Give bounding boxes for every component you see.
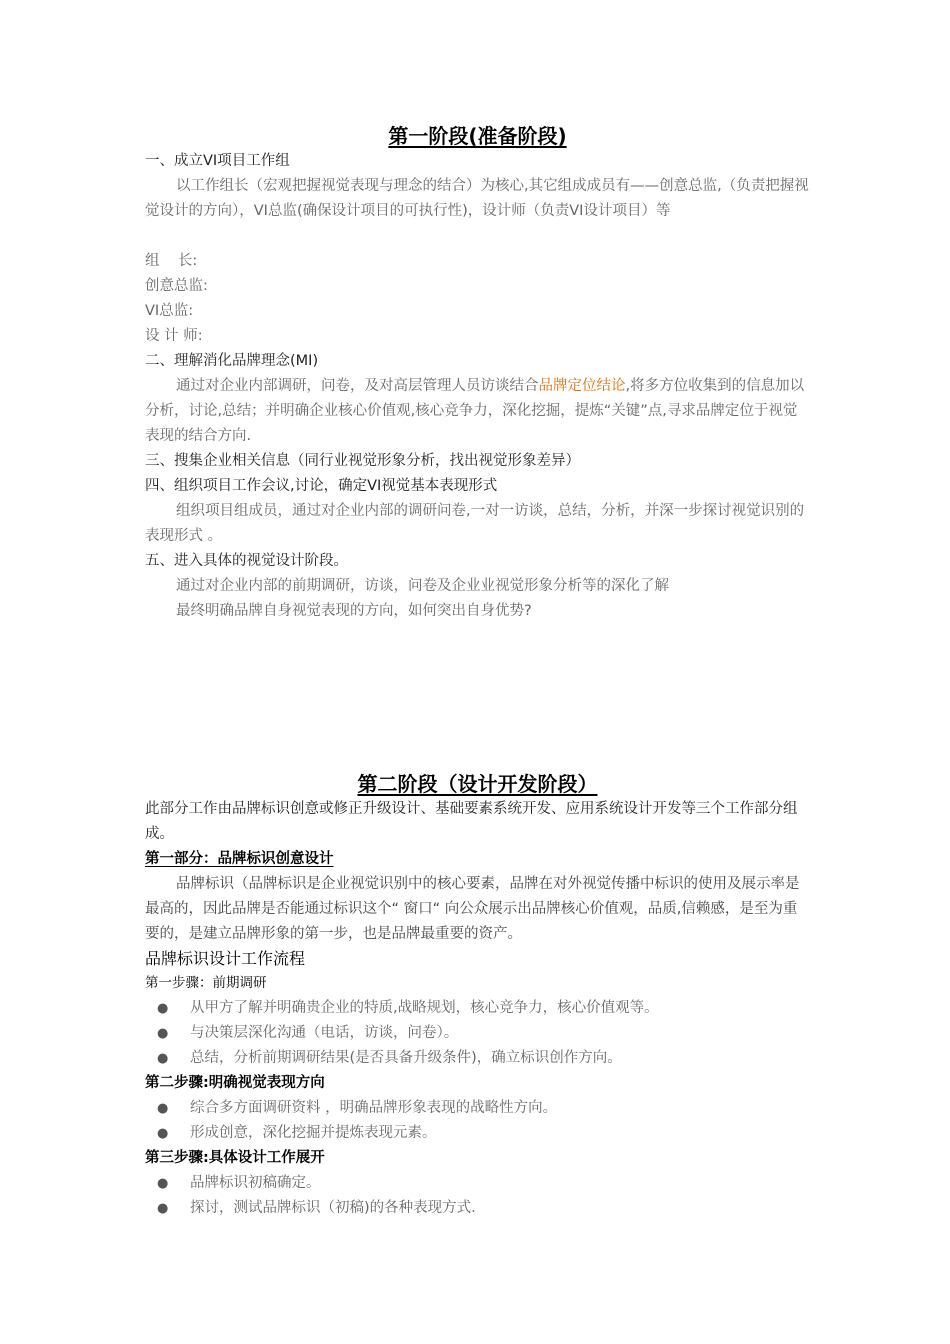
flow-heading: 品牌标识设计工作流程: [145, 949, 306, 968]
stage1-section5-heading: 五、进入具体的视觉设计阶段。: [145, 553, 348, 569]
s2-text-b: ,将多方位收集到的信息加以分析，讨论,总结；并明确企业核心价值观,核心竞争力，深化挖掘，提炼“关键”点,寻求品牌定位于视觉表现的结合方向.: [145, 378, 805, 444]
step3-heading: 第三步骤:具体设计工作展开: [145, 1150, 325, 1166]
bullet-icon: ●: [157, 1126, 169, 1141]
role-leader: 组 长:: [145, 253, 198, 269]
role-vi-director: VI总监:: [145, 303, 194, 319]
step1-heading: 第一步骤：前期调研: [145, 975, 267, 991]
bullet-icon: ●: [157, 1201, 169, 1216]
bullet-icon: ●: [157, 1001, 169, 1016]
stage1-section2-paragraph: [145, 374, 810, 449]
stage1-section3-heading: 三、搜集企业相关信息（同行业视觉形象分析，找出视觉形象差异）: [145, 453, 580, 469]
s2-text-a: 通过对企业内部调研，问卷，及对高层管理人员访谈结合: [176, 378, 539, 394]
stage1-section5-line2: 最终明确品牌自身视觉表现的方向，如何突出自身优势?: [176, 603, 532, 619]
step2-heading: 第二步骤:明确视觉表现方向: [145, 1075, 325, 1091]
stage1-section1-paragraph: 以工作组长（宏观把握视觉表现与理念的结合）为核心,其它组成成员有——创意总监,（负责把握视觉设计的方向），VI总监(确保设计项目的可执行性)，设计师（负责VI设计项目）等: [145, 178, 809, 219]
stage1-section5-line1: 通过对企业内部的前期调研，访谈，问卷及企业业视觉形象分析等的深化了解: [176, 578, 669, 594]
part1-paragraph: 品牌标识（品牌标识是企业视觉识别中的核心要素，品牌在对外视觉传播中标识的使用及展示率是最高的，因此品牌是否能通过标识这个“ 窗口“ 向公众展示出品牌核心价值观，品质,信赖感，是至为重要的，是建立品牌形象的第一步，也是品牌最重要的资产。: [145, 876, 800, 942]
bullet-icon: ●: [157, 1176, 169, 1191]
bullet-icon: ●: [157, 1051, 169, 1066]
stage1-section1-heading: 一、成立VI项目工作组: [145, 153, 290, 169]
s2-highlight: 品牌定位结论: [538, 378, 626, 394]
stage2-intro: 此部分工作由品牌标识创意或修正升级设计、基础要素系统开发、应用系统设计开发等三个工作部分组成。: [145, 801, 798, 842]
bullet-icon: ●: [157, 1101, 169, 1116]
stage1-section4-paragraph: 组织项目组成员，通过对企业内部的调研问卷,一对一访谈，总结，分析，并深一步探讨视觉识别的表现形式 。: [145, 503, 805, 544]
stage1-section4-heading: 四、组织项目工作会议,讨论，确定VI视觉基本表现形式: [145, 478, 498, 494]
role-creative-director: 创意总监:: [145, 278, 208, 294]
role-designer: 设 计 师:: [145, 328, 203, 344]
stage1-title: 第一阶段(准备阶段): [388, 124, 567, 148]
bullet-icon: ●: [157, 1026, 169, 1041]
stage1-section2-heading: 二、理解消化品牌理念(MI): [145, 353, 319, 369]
part1-heading: 第一部分：品牌标识创意设计: [145, 851, 334, 867]
stage2-title: 第二阶段（设计开发阶段）: [357, 772, 598, 796]
